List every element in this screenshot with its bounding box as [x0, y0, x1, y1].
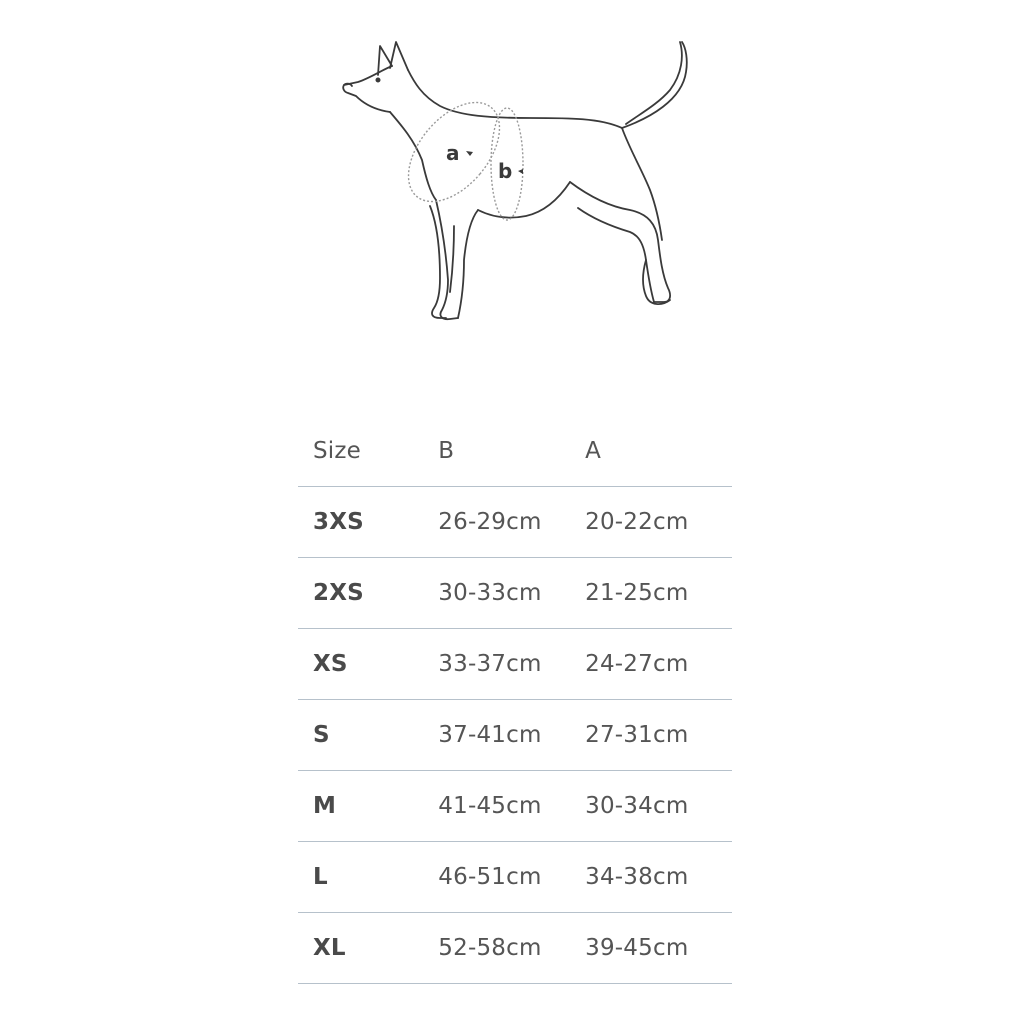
row-a-value: 34-38cm: [585, 842, 732, 913]
size-chart-table: [298, 416, 732, 984]
row-size: M: [298, 771, 438, 842]
row-size: L: [298, 842, 438, 913]
size-chart-header: [298, 416, 732, 487]
table-row: [298, 700, 732, 771]
table-row: [298, 842, 732, 913]
measurement-label-b: b: [498, 159, 513, 183]
row-size: XS: [298, 629, 438, 700]
header-row: [298, 416, 732, 487]
row-a-value: 27-31cm: [585, 700, 732, 771]
table-row: [298, 771, 732, 842]
row-size: XL: [298, 913, 438, 984]
table-row: [298, 629, 732, 700]
row-b-value: 37-41cm: [438, 700, 585, 771]
table-row: [298, 487, 732, 558]
header-size: Size: [298, 416, 438, 487]
row-size: S: [298, 700, 438, 771]
row-size: 3XS: [298, 487, 438, 558]
row-b-value: 26-29cm: [438, 487, 585, 558]
header-b: B: [438, 416, 585, 487]
row-b-value: 30-33cm: [438, 558, 585, 629]
measurement-label-a: a: [446, 141, 460, 165]
row-a-value: 21-25cm: [585, 558, 732, 629]
row-a-value: 39-45cm: [585, 913, 732, 984]
header-a: A: [585, 416, 732, 487]
row-b-value: 41-45cm: [438, 771, 585, 842]
dog-outline-drawing: [330, 30, 700, 330]
row-b-value: 52-58cm: [438, 913, 585, 984]
table-row: [298, 558, 732, 629]
dog-measurement-illustration: [330, 30, 700, 330]
row-a-value: 24-27cm: [585, 629, 732, 700]
table-row: [298, 913, 732, 984]
row-a-value: 30-34cm: [585, 771, 732, 842]
size-chart-body: [298, 487, 732, 984]
row-b-value: 33-37cm: [438, 629, 585, 700]
row-b-value: 46-51cm: [438, 842, 585, 913]
row-size: 2XS: [298, 558, 438, 629]
row-a-value: 20-22cm: [585, 487, 732, 558]
